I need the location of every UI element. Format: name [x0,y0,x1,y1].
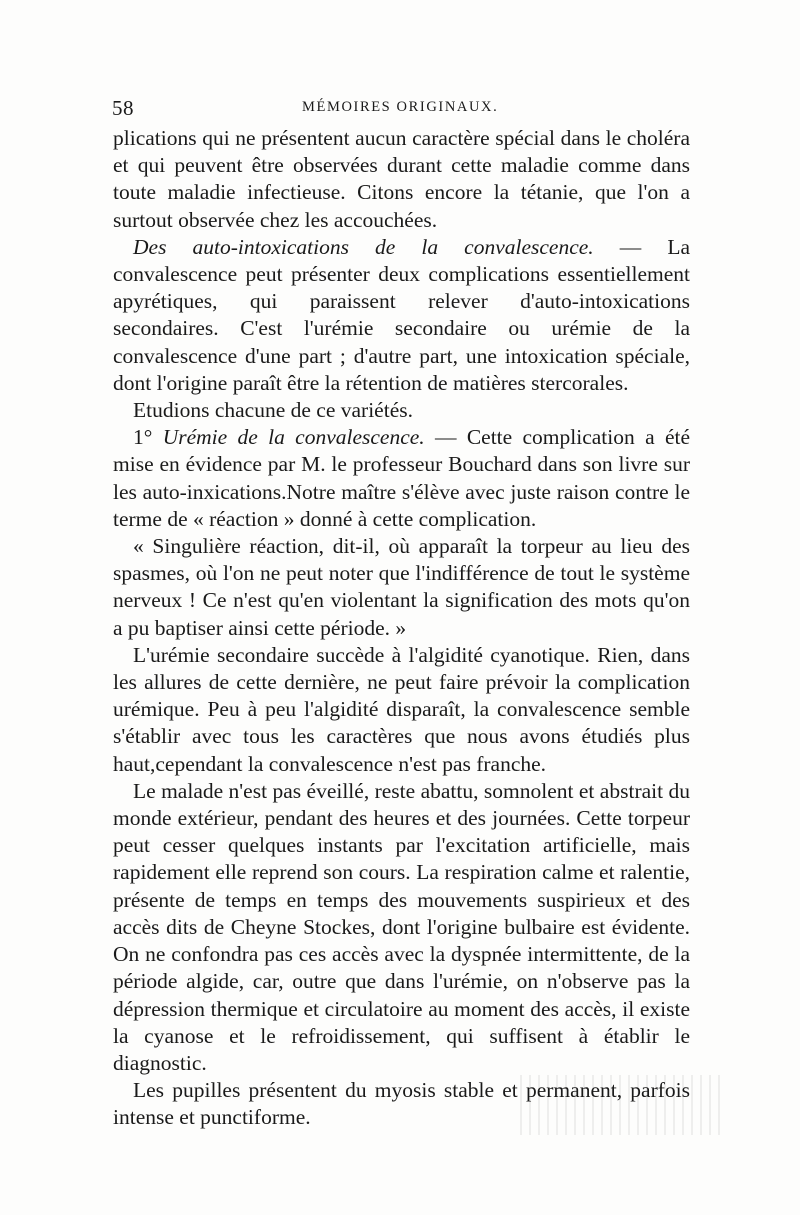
quotation-text: « Singulière réaction, dit-il, où apparaît la torpeur au lieu des spasmes, où l'on ne peut noter que l'indifférence de tout le système nerveux ! Ce n'est qu'en violentant la signification des mots qu'on a pu baptiser ainsi cette période. » [113,534,690,640]
running-title: MÉMOIRES ORIGINAUX. [302,99,499,115]
section-heading: Des auto-intoxications de la convalescence. [133,234,594,259]
section-heading: Urémie de la convalescence. [162,425,425,450]
running-head [112,96,690,124]
paragraph-text: L'urémie secondaire succède à l'algidité cyanotique. Rien, dans les allures de cette dernière, ne peut faire prévoir la complication urémique. Peu à peu l'algidité disparaît, la convalescence semble s'établir avec tous les caractères que nous avons étudiés plus haut,cependant la convalescence n'est pas franche. [113,642,690,776]
paragraph-text: Etudions chacune de ce variétés. [133,398,413,423]
paragraph-text: Le malade n'est pas éveillé, reste abattu, somnolent et abstrait du monde extérieur, pendant des heures et des journées. Cette torpeur peut cesser quelques instants par l'excitation artificielle, mais rapidement elle reprend son cours. La respiration calme et ralentie, présente de temps en temps des mouvements suspirieux et des accès dits de Cheyne Stockes, dont l'origine bulbaire est évidente. On ne confondra pas ces accès avec la dyspnée intermittente, de la période algide, car, outre que dans l'urémie, on n'observe pas la dépression thermique et circulatoire au moment des accès, il existe la cyanose et le refroidissement, qui suffisent à établir le diagnostic. [113,778,690,1075]
page-number: 58 [112,96,134,120]
paragraph [113,533,690,642]
paragraph-text: — La convalescence peut présenter deux complications essentiellement apyrétiques, qui paraissent relever d'auto-intoxications secondaires. C'est l'urémie secondaire ou urémie de la convalescence d'une part ; d'autre part, une intoxication spéciale, dont l'origine paraît être la rétention de matières stercorales. [113,234,690,395]
paragraph [113,234,690,397]
paragraph-text: — Cette complication a été mise en évidence par M. le professeur Bouchard dans son livre sur les auto-inxications.Notre maître s'élève avec juste raison contre le terme de « réaction » donné à cette complication. [113,425,690,531]
scan-bleed-through [520,1075,720,1135]
paragraph [113,642,690,778]
paragraph [113,778,690,1077]
paragraph [113,397,690,424]
paragraph-text: Les pupilles présentent du myosis stable et permanent, parfois intense et punctiforme. [113,1078,690,1130]
paragraph [113,424,690,533]
paragraph [113,125,690,234]
section-number: 1° [133,425,153,450]
body-text [113,125,690,1132]
paragraph-text: plications qui ne présentent aucun caractère spécial dans le choléra et qui peuvent être observées durant cette maladie comme dans toute maladie infectieuse. Citons encore la tétanie, que l'on a surtout observée chez les accouchées. [113,126,690,232]
